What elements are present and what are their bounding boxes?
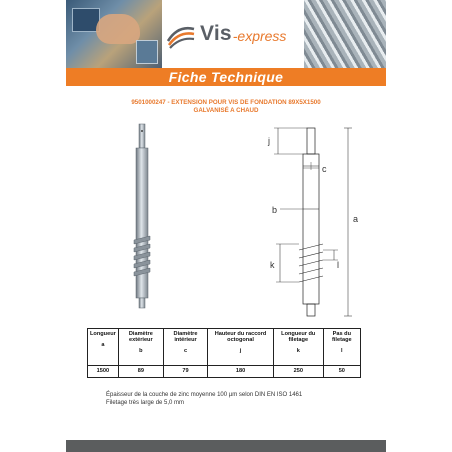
note-zinc-coating: Épaisseur de la couche de zinc moyenne 100 µm selon DIN EN ISO 1461 <box>106 392 303 398</box>
dim-label-l: l <box>337 260 339 270</box>
brand-name-accent: -express <box>232 28 287 44</box>
spec-header-thread-length <box>273 329 323 366</box>
spec-header-length <box>88 329 119 366</box>
technical-notes <box>106 391 302 407</box>
spec-header-label: Diamètre extérieur <box>128 331 153 343</box>
spec-table-header-row <box>88 329 361 366</box>
spec-header-symbol: k <box>296 348 300 354</box>
header-photo-tools <box>66 0 162 68</box>
spec-header-symbol: c <box>183 348 188 354</box>
spec-value-outer-diameter: 89 <box>118 366 163 378</box>
spec-value-thread-pitch: 50 <box>323 366 360 378</box>
photo-detail-box-2 <box>136 40 158 64</box>
header-photo-screws <box>304 0 386 68</box>
section-title-bar <box>66 68 386 86</box>
dim-label-c: c <box>322 164 327 174</box>
footer-bar <box>66 440 386 452</box>
spec-value-inner-diameter: 79 <box>163 366 207 378</box>
product-title <box>66 99 386 115</box>
brand-swoosh-icon <box>166 19 196 49</box>
spec-header-octagon-height <box>208 329 274 366</box>
spec-header-outer-diameter <box>118 329 163 366</box>
brand-logo[interactable] <box>166 14 286 54</box>
spec-header-label: Longueur du filetage <box>281 331 316 343</box>
spec-header-label: Longueur <box>90 331 116 337</box>
spec-table-value-row <box>88 366 361 378</box>
spec-header-symbol: b <box>139 348 143 354</box>
spec-header-label: Hauteur du raccord octogonal <box>214 331 267 343</box>
dim-label-j: j <box>268 136 270 146</box>
spec-header-symbol: j <box>239 348 242 354</box>
product-title-line-2: GALVANISÉ A CHAUD <box>193 107 259 114</box>
product-title-line-1: 9501000247 - EXTENSION POUR VIS DE FONDATION 89X5X1500 <box>131 99 321 106</box>
spec-header-label: Pas du filetage <box>332 331 352 343</box>
note-thread-width: Filetage très large de 5,0 mm <box>106 400 185 406</box>
spec-header-symbol: a <box>101 342 105 348</box>
spec-header-label: Diamètre intérieur <box>173 331 198 343</box>
spec-table <box>87 328 361 378</box>
datasheet-page <box>66 0 386 452</box>
dimension-drawing <box>262 124 372 320</box>
dim-label-a: a <box>353 214 359 224</box>
spec-value-octagon-height: 180 <box>208 366 274 378</box>
photo-detail-hand <box>96 14 140 44</box>
product-illustration <box>122 122 162 312</box>
dim-label-k: k <box>270 260 275 270</box>
section-title: Fiche Technique <box>168 69 284 85</box>
brand-name-main: Vis <box>200 22 232 45</box>
spec-header-symbol: l <box>341 348 343 354</box>
dim-label-b: b <box>272 205 278 215</box>
spec-value-length: 1500 <box>88 366 119 378</box>
header-banner <box>66 0 386 68</box>
spec-header-thread-pitch <box>323 329 360 366</box>
spec-value-thread-length: 250 <box>273 366 323 378</box>
spec-header-inner-diameter <box>163 329 207 366</box>
